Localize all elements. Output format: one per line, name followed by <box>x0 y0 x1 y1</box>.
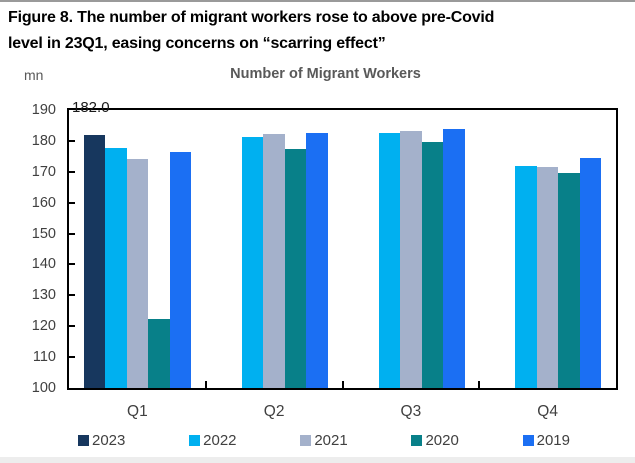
legend-label-2021: 2021 <box>314 431 348 449</box>
y-tick-mark <box>69 233 75 235</box>
legend <box>78 431 570 449</box>
y-tick-mark <box>69 171 75 173</box>
bar-2021-q1 <box>127 159 149 388</box>
page-bottom-edge <box>0 457 635 463</box>
legend-item-2021 <box>300 432 347 449</box>
data-label-2023-q1: 182.0 <box>72 99 110 116</box>
y-tick-mark <box>69 140 75 142</box>
y-tick-label: 190 <box>31 102 56 118</box>
bar-groups <box>69 110 616 388</box>
x-tick-mark <box>478 381 480 388</box>
y-tick-label: 120 <box>31 318 56 335</box>
x-category-label-q3: Q3 <box>400 403 422 420</box>
legend-label-2020: 2020 <box>425 431 459 449</box>
bar-2022-q4 <box>515 166 537 388</box>
legend-label-2019: 2019 <box>536 431 570 449</box>
bar-2019-q3 <box>443 129 465 388</box>
y-axis-unit-label: mn <box>24 67 44 83</box>
bar-group-q1 <box>69 110 206 388</box>
bar-2022-q2 <box>242 137 264 388</box>
y-tick-label: 140 <box>31 256 56 273</box>
bar-2020-q4 <box>558 173 580 388</box>
chart-title: Number of Migrant Workers <box>230 66 421 82</box>
legend-swatch-2021 <box>300 435 311 446</box>
bar-group-q4 <box>479 110 616 388</box>
bar-2022-q1 <box>105 148 127 388</box>
x-category-label-q2: Q2 <box>263 403 285 420</box>
legend-label-2023: 2023 <box>92 431 126 449</box>
bar-2021-q2 <box>263 134 285 388</box>
bar-2019-q4 <box>580 158 602 388</box>
y-tick-mark <box>69 294 75 296</box>
figure-title-line2: level in 23Q1, easing concerns on “scarring effect” <box>8 35 386 52</box>
x-tick-mark <box>205 381 207 388</box>
bar-2021-q3 <box>400 131 422 388</box>
bar-group-q3 <box>343 110 480 388</box>
y-tick-mark <box>69 356 75 358</box>
y-tick-label: 170 <box>31 163 56 180</box>
y-tick-mark <box>69 263 75 265</box>
legend-swatch-2020 <box>411 435 422 446</box>
bar-2019-q2 <box>306 133 328 388</box>
y-tick-label: 130 <box>31 287 56 304</box>
x-category-label-q1: Q1 <box>127 403 148 420</box>
y-tick-mark <box>69 202 75 204</box>
y-tick-label: 150 <box>31 225 56 242</box>
legend-swatch-2019 <box>523 435 534 446</box>
plot-area <box>67 108 618 390</box>
bar-group-q2 <box>206 110 343 388</box>
bar-2023-q1 <box>84 135 106 388</box>
bar-2019-q1 <box>170 152 192 388</box>
bar-2022-q3 <box>379 133 401 388</box>
legend-label-2022: 2022 <box>203 431 237 449</box>
legend-swatch-2022 <box>189 435 200 446</box>
x-category-label-q4: Q4 <box>537 403 558 420</box>
legend-swatch-2023 <box>78 435 89 446</box>
bar-2020-q2 <box>285 149 307 388</box>
legend-item-2022 <box>189 432 236 449</box>
figure-title-line1: Figure 8. The number of migrant workers rose to above pre-Covid <box>8 9 495 26</box>
y-tick-label: 160 <box>31 194 56 211</box>
y-tick-mark <box>69 325 75 327</box>
y-tick-label: 110 <box>32 349 56 366</box>
page-top-edge <box>0 0 635 2</box>
bar-2020-q1 <box>148 319 170 388</box>
bar-2021-q4 <box>537 167 559 388</box>
y-tick-label: 100 <box>31 380 56 396</box>
legend-item-2020 <box>411 432 458 449</box>
y-tick-label: 180 <box>31 132 56 149</box>
x-tick-mark <box>342 381 344 388</box>
figure-title <box>8 5 628 57</box>
legend-item-2019 <box>523 432 570 449</box>
legend-item-2023 <box>78 432 125 449</box>
bar-2020-q3 <box>422 142 444 388</box>
